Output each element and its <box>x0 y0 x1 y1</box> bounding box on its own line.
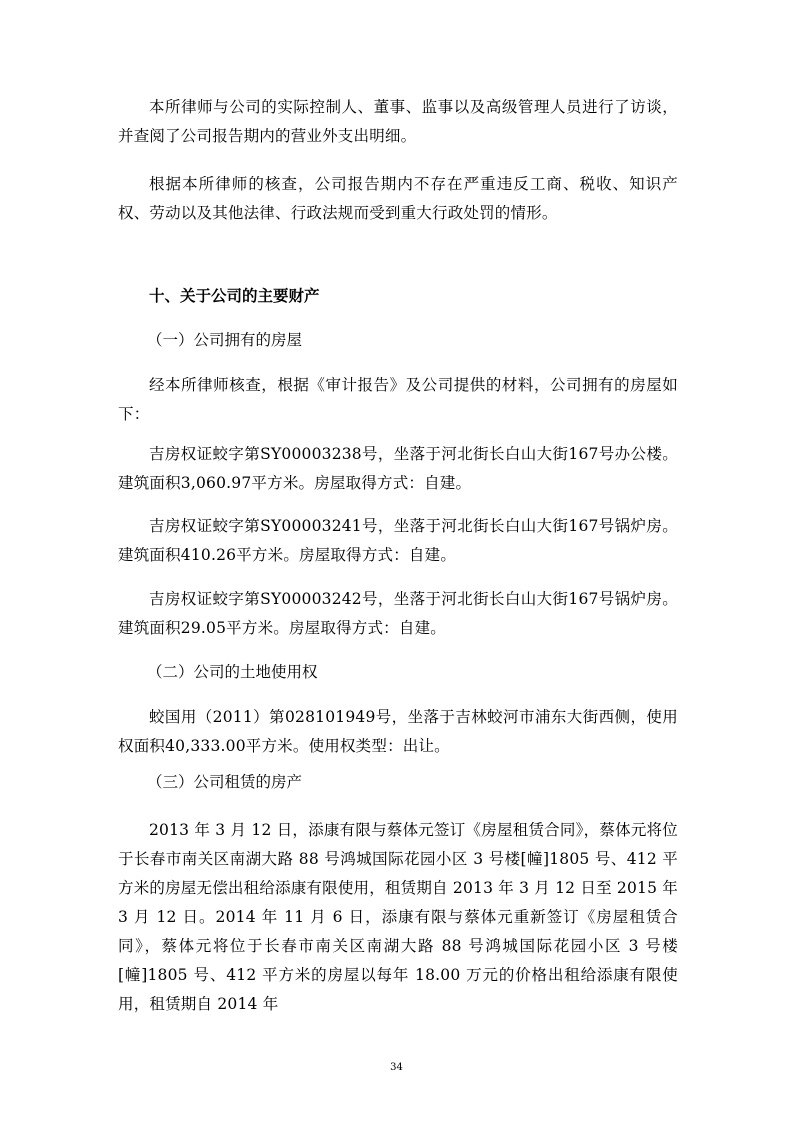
paragraph-houses-intro: 经本所律师核查，根据《审计报告》及公司提供的材料，公司拥有的房屋如下： <box>118 376 678 423</box>
page-number: 34 <box>390 1062 403 1073</box>
paragraph-house-3: 吉房权证蛟字第SY00003242号，坐落于河北街长白山大街167号锅炉房。建筑面积29.05平方米。房屋取得方式：自建。 <box>118 590 678 637</box>
paragraph-lease: 2013 年 3 月 12 日，添康有限与蔡体元签订《房屋租赁合同》，蔡体元将位于长春市南关区南湖大路 88 号鸿城国际花园小区 3 号楼[幢]1805 号、412 平方米的房屋无偿出租给添康有限使用，租赁期自 2013 年 3 月 12 日至 2015 年 3 月 12 日。2014 年 11 月 6 日，添康有限与蔡体元重新签订《房屋租赁合同》，蔡体元将位于长春市南关区南湖大路 88 号鸿城国际花园小区 3 号楼[幢]1805 号、412 平方米的房屋以每年 18.00 万元的价格出租给添康有限使用，租赁期自 2014 年 <box>118 821 678 1013</box>
paragraph-house-1: 吉房权证蛟字第SY00003238号，坐落于河北街长白山大街167号办公楼。建筑面积3,060.97平方米。房屋取得方式：自建。 <box>118 445 678 492</box>
section-title: 十、关于公司的主要财产 <box>149 287 320 305</box>
subsection-title-lease: （三）公司租赁的房产 <box>147 773 303 791</box>
paragraph-house-2: 吉房权证蛟字第SY00003241号，坐落于河北街长白山大街167号锅炉房。建筑面积410.26平方米。房屋取得方式：自建。 <box>118 517 678 564</box>
subsection-title-houses: （一）公司拥有的房屋 <box>147 331 303 349</box>
subsection-title-land: （二）公司的土地使用权 <box>147 663 318 681</box>
paragraph-interview: 本所律师与公司的实际控制人、董事、监事以及高级管理人员进行了访谈，并查阅了公司报告期内的营业外支出明细。 <box>118 98 678 145</box>
paragraph-land: 蛟国用（2011）第028101949号，坐落于吉林蛟河市浦东大街西侧，使用权面积40,333.00平方米。使用权类型：出让。 <box>118 708 678 755</box>
paragraph-verification: 根据本所律师的核查，公司报告期内不存在严重违反工商、税收、知识产权、劳动以及其他法律、行政法规而受到重大行政处罚的情形。 <box>118 175 678 222</box>
